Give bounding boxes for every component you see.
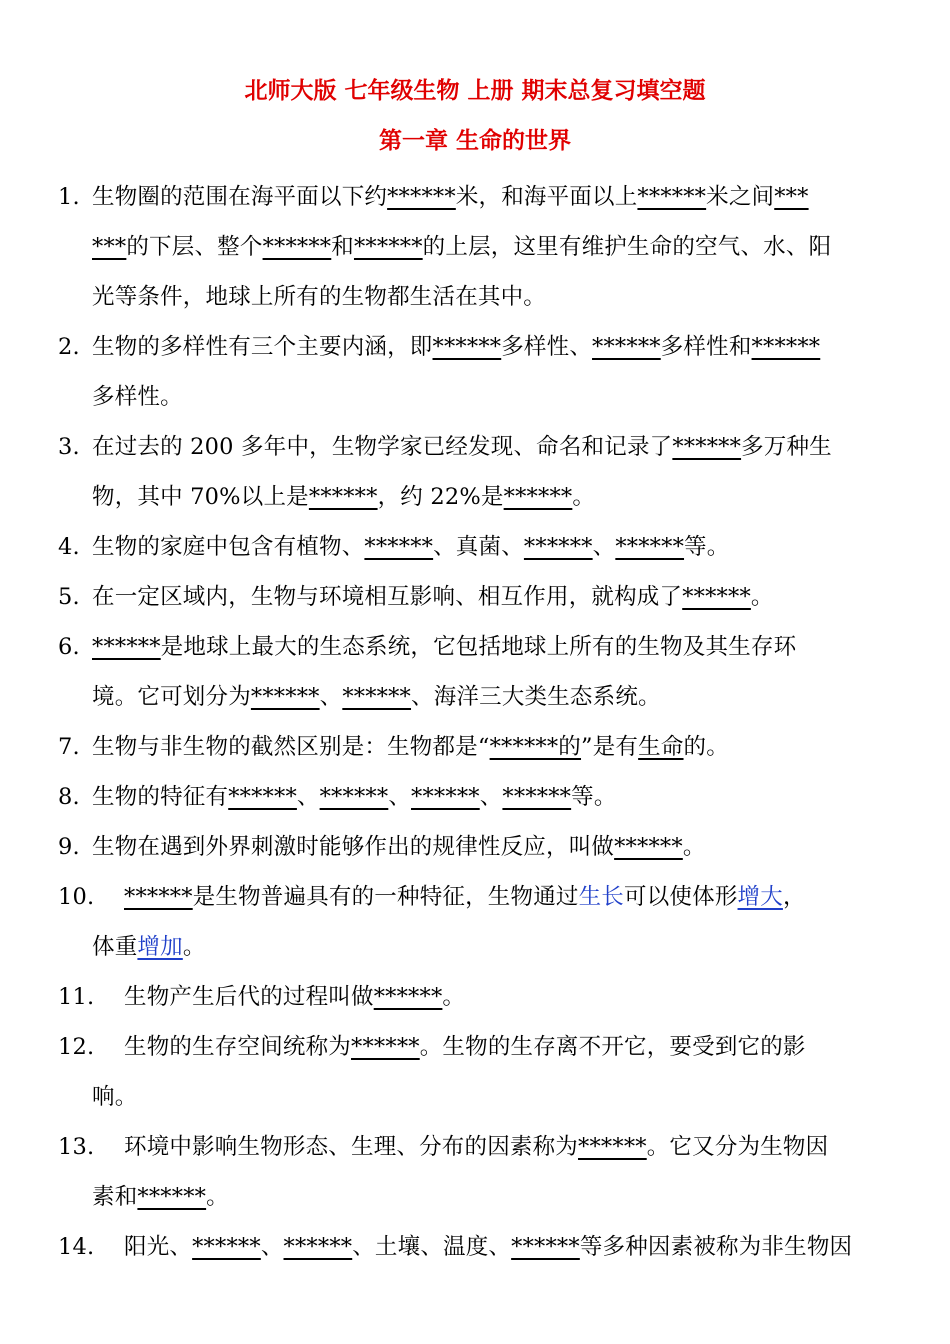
blank-field: ******	[672, 434, 742, 460]
question-text: 、土壤、温度、	[352, 1234, 512, 1260]
blank-field: ******	[351, 1034, 420, 1060]
question-item	[58, 772, 898, 822]
question-item	[58, 622, 898, 722]
question-text: 生物圈的范围在海平面以下约	[92, 184, 388, 210]
question-text: 。	[750, 584, 774, 610]
question-item	[58, 572, 898, 622]
question-text: 可以使体形	[624, 884, 738, 910]
blank-field: ******	[682, 584, 751, 610]
question-text: 、	[319, 684, 343, 710]
question-item	[58, 872, 898, 972]
question-text: 和	[331, 234, 354, 260]
blank-field: ******	[192, 1234, 261, 1260]
blank-field: 生命	[638, 734, 684, 760]
question-number: 12.	[58, 1034, 95, 1060]
question-line	[58, 1122, 898, 1172]
question-item	[58, 1122, 898, 1222]
question-line	[58, 922, 898, 972]
blank-field: ******	[637, 184, 707, 210]
question-line	[58, 822, 898, 872]
question-text: 。	[206, 1184, 229, 1210]
question-text: 生物的家庭中包含有植物、	[92, 534, 365, 560]
question-text: 米，和海平面以上	[455, 184, 638, 210]
question-text: 、	[388, 784, 412, 810]
blank-field: ******	[578, 1134, 647, 1160]
question-text: 、	[479, 784, 503, 810]
question-line	[58, 972, 898, 1022]
question-text: 等多种因素被称为非生物因	[579, 1234, 853, 1260]
question-text: 、	[260, 1234, 284, 1260]
question-text: 。	[572, 484, 596, 510]
blank-field: ******	[364, 534, 434, 560]
question-text: 、	[296, 784, 320, 810]
blank-field: ******	[502, 784, 572, 810]
question-number: 6.	[58, 634, 80, 660]
question-item	[58, 172, 898, 322]
question-text: 、真菌、	[433, 534, 524, 560]
question-number: 1.	[58, 184, 80, 210]
question-line	[58, 422, 898, 472]
blank-field: ******	[523, 534, 593, 560]
blank-field: ******	[353, 234, 423, 260]
blank-field: ******	[319, 784, 389, 810]
question-text: 生物的多样性有三个主要内涵，即	[92, 334, 433, 360]
question-text: 的上层，这里有维护生命的空气、水、阳	[422, 234, 832, 260]
question-text: ”是有	[581, 734, 639, 760]
blank-field: ******	[342, 684, 412, 710]
question-text: 体重	[92, 934, 138, 960]
question-line	[58, 672, 898, 722]
question-text: 。	[182, 934, 206, 960]
question-line	[58, 522, 898, 572]
blank-field: ******	[511, 1234, 580, 1260]
question-item	[58, 1222, 898, 1272]
term-link[interactable]: 生长	[578, 884, 625, 910]
question-text: ，约 22%是	[377, 484, 504, 510]
blank-field: ******	[411, 784, 480, 810]
question-number: 2.	[58, 334, 80, 360]
term-link[interactable]: 增大	[737, 884, 783, 910]
question-list	[58, 172, 898, 1272]
question-number: 10.	[58, 884, 95, 910]
blank-field: ******	[308, 484, 378, 510]
question-text: 的下层、整个	[126, 234, 263, 260]
question-text: 光等条件，地球上所有的生物都生活在其中。	[92, 284, 547, 310]
question-text: 、	[592, 534, 616, 560]
blank-field: ******	[751, 334, 821, 360]
question-text: 环境中影响生物形态、生理、分布的因素称为	[124, 1134, 579, 1160]
question-line	[58, 222, 898, 272]
question-number: 4.	[58, 534, 80, 560]
blank-field: ***	[92, 234, 127, 260]
blank-field: ******	[283, 1234, 353, 1260]
question-number: 11.	[58, 984, 95, 1010]
question-number: 3.	[58, 434, 80, 460]
question-line	[58, 722, 898, 772]
question-line	[58, 1222, 898, 1272]
question-line	[58, 472, 898, 522]
question-text: 素和	[92, 1184, 138, 1210]
question-number: 7.	[58, 734, 80, 760]
question-line	[58, 1172, 898, 1222]
question-text: ，	[782, 884, 806, 910]
question-text: 的。	[683, 734, 729, 760]
blank-field: ******	[137, 1184, 207, 1210]
blank-field: ******	[250, 684, 320, 710]
chapter-title: 第一章 生命的世界	[378, 128, 571, 154]
question-text: 是地球上最大的生态系统，它包括地球上所有的生物及其生存环	[160, 634, 797, 660]
blank-field: ******的	[489, 734, 582, 760]
question-text: 生物的生存空间统称为	[124, 1034, 352, 1060]
question-item	[58, 422, 898, 522]
blank-field: ******	[228, 784, 297, 810]
question-item	[58, 1022, 898, 1122]
question-line	[58, 872, 898, 922]
blank-field: ***	[774, 184, 809, 210]
question-text: 等。	[684, 534, 730, 560]
question-item	[58, 522, 898, 572]
blank-field: ******	[387, 184, 456, 210]
blank-field: ******	[592, 334, 661, 360]
question-item	[58, 322, 898, 422]
question-number: 14.	[58, 1234, 95, 1260]
question-text: 多万种生	[741, 434, 832, 460]
blank-field: ******	[373, 984, 443, 1010]
blank-field: ******	[92, 634, 161, 660]
question-text: 生物在遇到外界刺激时能够作出的规律性反应，叫做	[92, 834, 615, 860]
document-title: 北师大版 七年级生物 上册 期末总复习填空题	[244, 78, 706, 104]
question-text: 是生物普遍具有的一种特征，生物通过	[192, 884, 579, 910]
question-text: 多样性、	[501, 334, 593, 360]
blank-field: ******	[614, 834, 683, 860]
question-line	[58, 772, 898, 822]
question-text: 在过去的 200 多年中，生物学家已经发现、命名和记录了	[92, 434, 673, 460]
blank-field: ******	[615, 534, 685, 560]
question-line	[58, 322, 898, 372]
question-line	[58, 622, 898, 672]
question-number: 8.	[58, 784, 80, 810]
blank-field: ******	[262, 234, 332, 260]
term-link[interactable]: 增加	[137, 934, 183, 960]
question-text: 。它又分为生物因	[646, 1134, 829, 1160]
question-line	[58, 1022, 898, 1072]
question-text: 生物与非生物的截然区别是：生物都是“	[92, 734, 490, 760]
blank-field: ******	[124, 884, 193, 910]
question-text: 境。它可划分为	[92, 684, 251, 710]
question-text: 。	[682, 834, 706, 860]
question-line	[58, 272, 898, 322]
question-text: 物，其中 70%以上是	[92, 484, 309, 510]
question-line	[58, 372, 898, 422]
blank-field: ******	[432, 334, 502, 360]
blank-field: ******	[503, 484, 573, 510]
question-text: 生物产生后代的过程叫做	[124, 984, 374, 1010]
question-item	[58, 722, 898, 772]
question-number: 5.	[58, 584, 80, 610]
question-text: 生物的特征有	[92, 784, 229, 810]
question-text: 在一定区域内，生物与环境相互影响、相互作用，就构成了	[92, 584, 683, 610]
question-text: 、海洋三大类生态系统。	[411, 684, 661, 710]
question-line	[58, 572, 898, 622]
question-text: 。	[442, 984, 466, 1010]
question-line	[58, 1072, 898, 1122]
question-item	[58, 972, 898, 1022]
question-number: 9.	[58, 834, 80, 860]
question-text: 多样性。	[92, 384, 183, 410]
question-text: 米之间	[706, 184, 775, 210]
question-line	[58, 172, 898, 222]
question-text: 阳光、	[124, 1234, 193, 1260]
question-text: 响。	[92, 1084, 138, 1110]
question-text: 。生物的生存离不开它，要受到它的影	[419, 1034, 806, 1060]
question-text: 多样性和	[660, 334, 752, 360]
question-item	[58, 822, 898, 872]
question-number: 13.	[58, 1134, 95, 1160]
question-text: 等。	[571, 784, 617, 810]
